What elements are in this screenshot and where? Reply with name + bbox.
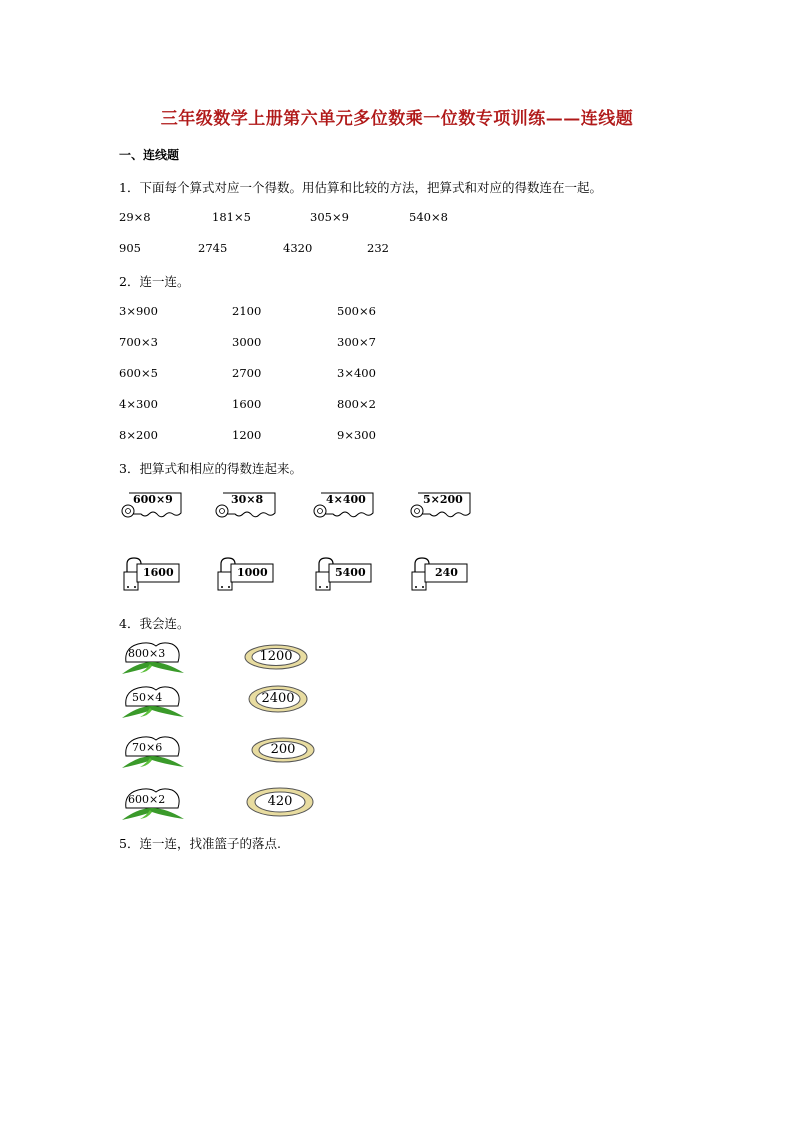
q2-left-item: 8×200	[119, 428, 158, 442]
q2-left-item: 600×5	[119, 366, 158, 380]
peach-label: 600×2	[128, 793, 166, 806]
q1-result: 2745	[198, 241, 228, 255]
peach-card	[120, 640, 186, 678]
q2-right-item: 9×300	[337, 428, 376, 442]
lock-label: 1000	[237, 566, 268, 579]
plate-label: 2400	[261, 691, 295, 706]
q2-right-item: 3×400	[337, 366, 376, 380]
key-label: 30×8	[231, 493, 264, 506]
q1-result: 232	[367, 241, 389, 255]
lock-label: 1600	[143, 566, 174, 579]
key-label: 600×9	[133, 493, 173, 506]
q2-middle-item: 2100	[232, 304, 262, 318]
plate	[245, 786, 315, 818]
key-card	[213, 489, 279, 523]
lock-label: 5400	[335, 566, 366, 579]
q1-result: 4320	[283, 241, 313, 255]
key-card	[119, 489, 185, 523]
lock-card	[121, 554, 183, 594]
key-label: 5×200	[423, 493, 463, 506]
lock-label: 240	[435, 566, 458, 579]
peach-card	[120, 734, 186, 772]
question-2-text: 2．连一连。	[119, 274, 190, 289]
key-label: 4×400	[326, 493, 366, 506]
plate-label: 420	[267, 794, 293, 809]
plate	[250, 736, 316, 764]
q1-expression: 540×8	[409, 210, 448, 224]
q2-left-item: 700×3	[119, 335, 158, 349]
q1-expression: 29×8	[119, 210, 151, 224]
peach-card	[120, 684, 186, 722]
lock-card	[313, 554, 375, 594]
question-1-text: 1．下面每个算式对应一个得数。用估算和比较的方法，把算式和对应的得数连在一起。	[119, 180, 602, 195]
plate-label: 1200	[259, 649, 293, 664]
section-heading: 一、连线题	[119, 148, 180, 162]
peach-label: 800×3	[128, 647, 166, 660]
plate	[243, 643, 309, 671]
q2-left-item: 4×300	[119, 397, 158, 411]
q2-right-item: 800×2	[337, 397, 376, 411]
plate-label: 200	[270, 742, 296, 757]
peach-label: 70×6	[132, 741, 163, 754]
q1-expression: 181×5	[212, 210, 251, 224]
q1-expression: 305×9	[310, 210, 349, 224]
q1-result: 905	[119, 241, 141, 255]
q2-right-item: 300×7	[337, 335, 376, 349]
q2-middle-item: 1600	[232, 397, 262, 411]
question-5-text: 5．连一连，找准篮子的落点.	[119, 836, 281, 851]
key-card	[311, 489, 377, 523]
plate	[247, 684, 309, 714]
question-3-text: 3．把算式和相应的得数连起来。	[119, 461, 302, 476]
peach-card	[120, 786, 186, 824]
q2-middle-item: 2700	[232, 366, 262, 380]
q2-left-item: 3×900	[119, 304, 158, 318]
key-card	[408, 489, 474, 523]
question-4-text: 4．我会连。	[119, 616, 190, 631]
page-title: 三年级数学上册第六单元多位数乘一位数专项训练——连线题	[160, 109, 634, 129]
lock-card	[409, 554, 471, 594]
q2-right-item: 500×6	[337, 304, 376, 318]
lock-card	[215, 554, 277, 594]
q2-middle-item: 1200	[232, 428, 262, 442]
peach-label: 50×4	[132, 691, 163, 704]
q2-middle-item: 3000	[232, 335, 262, 349]
